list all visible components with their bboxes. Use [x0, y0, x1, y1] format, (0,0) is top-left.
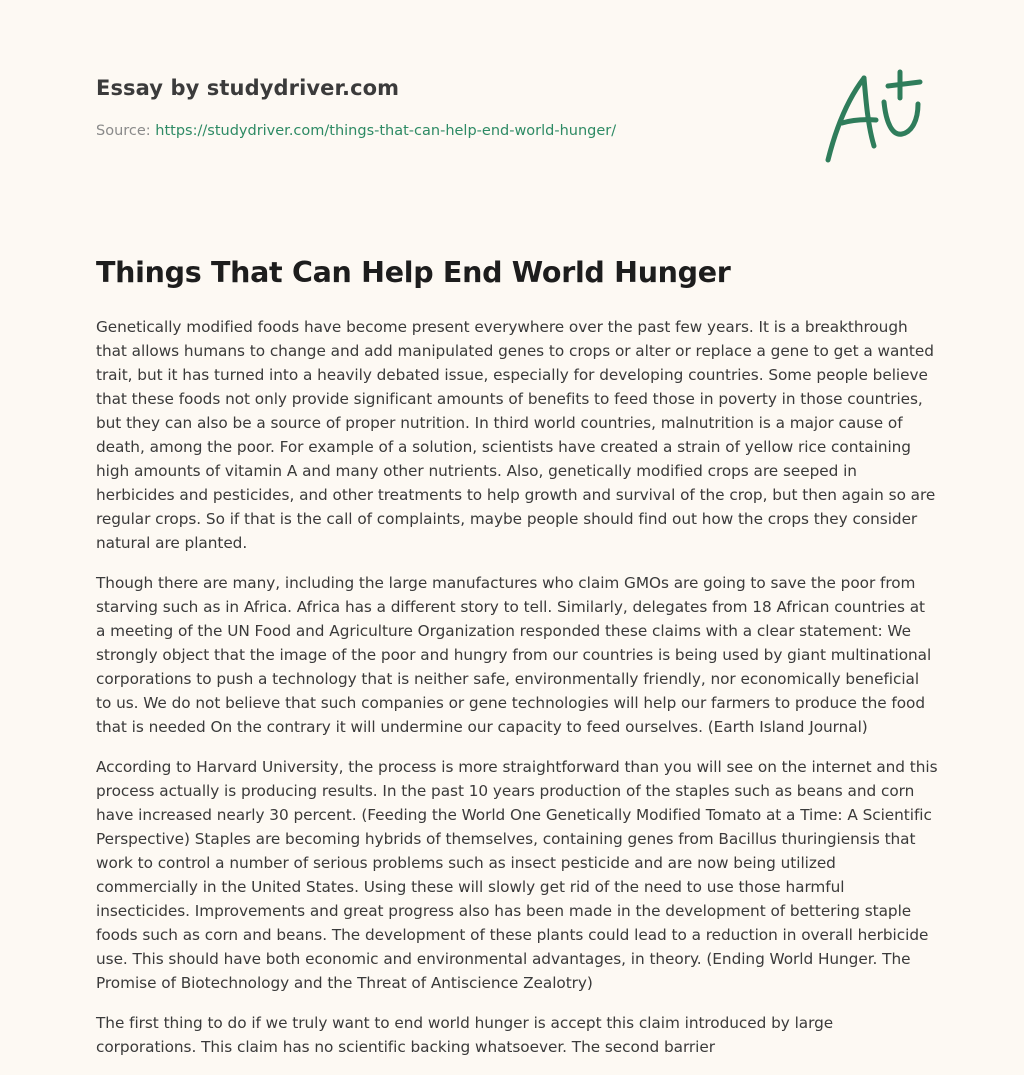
paragraph: According to Harvard University, the process is more straightforward than you will see on the internet and this process actually is producing results. In the past 10 years production of the staples such as beans and corn have increased nearly 30 percent. (Feeding the World One Genetically Modified Tomato at a Time: A Scientific Perspective) Staples are becoming hybrids of themselves, containing genes from Bacillus thuringiensis that work to control a number of serious problems such as insect pesticide and are now being utilized commercially in the United States. Using these will slowly get rid of the need to use those harmful insecticides. Improvements and great progress also has been made in the development of bettering staple foods such as corn and beans. The development of these plants could lead to a reduction in overall herbicide use. This should have both economic and environmental advantages, in theory. (Ending World Hunger. The Promise of Biotechnology and the Threat of Antiscience Zealotry)	[96, 758, 938, 992]
essay-body	[96, 315, 938, 1075]
paragraph: The first thing to do if we truly want to end world hunger is accept this claim introduced by large corporations. This claim has no scientific backing whatsoever. The second barrier	[96, 1014, 834, 1056]
source-link[interactable]: https://studydriver.com/things-that-can-help-end-world-hunger/	[155, 123, 617, 139]
paragraph: Genetically modified foods have become present everywhere over the past few years. It is a breakthrough that allows humans to change and add manipulated genes to crops or alter or replace a gene to get a wanted trait, but it has turned into a heavily debated issue, especially for developing countries. Some people believe that these foods not only provide significant amounts of benefits to feed those in poverty in those countries, but they can also be a source of proper nutrition. In third world countries, malnutrition is a major cause of death, among the poor. For example of a solution, scientists have created a strain of yellow rice containing high amounts of vitamin A and many other nutrients. Also, genetically modified crops are seeped in herbicides and pesticides, and other treatments to help growth and survival of the crop, but then again so are regular crops. So if that is the call of complaints, maybe people should find out how the crops they consider natural are planted.	[96, 318, 936, 552]
brand-title: Essay by studydriver.com	[96, 76, 400, 100]
essay-title: Things That Can Help End World Hunger	[96, 256, 731, 289]
paragraph: Though there are many, including the large manufactures who claim GMOs are going to save the poor from starving such as in Africa. Africa has a different story to tell. Similarly, delegates from 18 African countries at a meeting of the UN Food and Agriculture Organization responded these claims with a clear statement: We strongly object that the image of the poor and hungry from our countries is being used by giant multinational corporations to push a technology that is neither safe, environmentally friendly, nor economically beneficial to us. We do not believe that such companies or gene technologies will help our farmers to produce the food that is needed On the contrary it will undermine our capacity to feed ourselves. (Earth Island Journal)	[96, 574, 932, 736]
essay-header	[96, 76, 928, 139]
a-plus-grade-icon	[820, 68, 930, 168]
source-label: Source:	[96, 123, 156, 139]
source-line	[96, 123, 928, 139]
